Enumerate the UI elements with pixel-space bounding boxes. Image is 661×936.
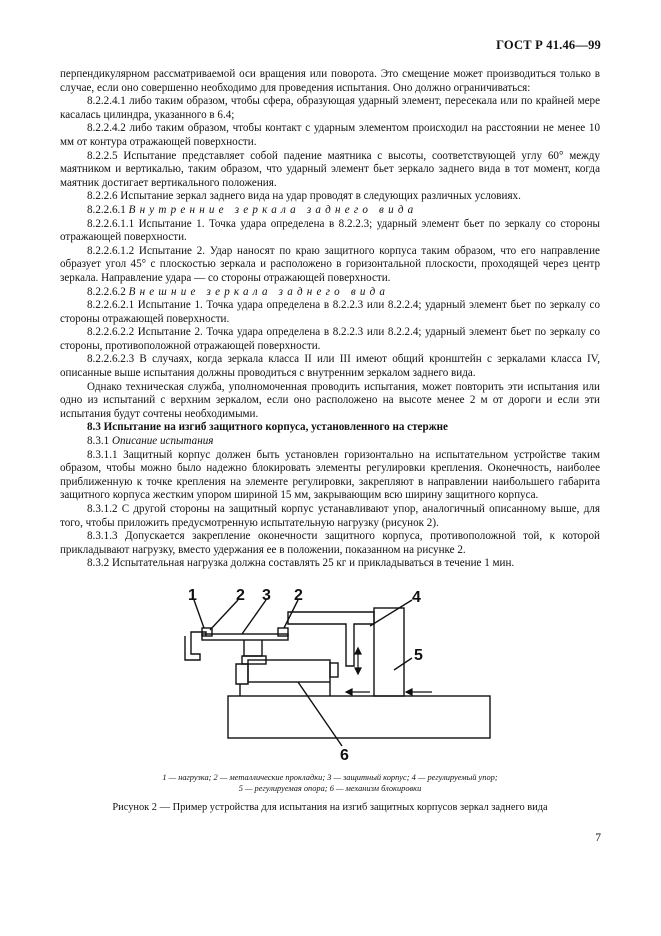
figure-label: 2 <box>294 588 303 604</box>
figure-2-test-device <box>180 588 500 766</box>
leader-line <box>210 600 238 630</box>
figure-label: 1 <box>188 588 197 604</box>
legend-number: 6 <box>329 783 334 793</box>
paragraph: 8.2.2.6.2.2 Испытание 2. Точка удара определена в 8.2.2.3 или 8.2.2.4; ударный элемент бьет по зеркалу со стороны, противоположной отражающей поверхности. <box>60 326 600 352</box>
paragraph: 8.2.2.4.1 либо таким образом, чтобы сфера, образующая ударный элемент, пересекала или по крайней мере касалась цилиндра, указанного в 6.4; <box>60 95 600 121</box>
paragraph: Однако техническая служба, уполномоченная проводить испытания, может повторить эти испытания или одно из испытаний с верхним зеркалом, если оно расположено на высоте менее 2 м от дороги и если эти испытания будут сочтены необходимыми. <box>60 380 600 420</box>
paragraph: перпендикулярном рассматриваемой оси вращения или поворота. Это смещение может производиться только в случае, если оно совершенно необходимо для проведения испытания. Оно должно ограничиваться: <box>60 68 600 94</box>
legend-text: — механизм блокировки <box>333 783 422 793</box>
paragraph: 8.2.2.6.1.1 Испытание 1. Точка удара определена в 8.2.2.3; ударный элемент бьет по зеркалу со стороны отражающей поверхности. <box>60 217 600 244</box>
metal-shim <box>278 628 288 636</box>
paragraph: 8.2.2.6.2.1 Испытание 1. Точка удара определена в 8.2.2.3 или 8.2.2.4; ударный элемент бьет по зеркалу со стороны отражающей поверхности. <box>60 299 600 325</box>
figure-label: 4 <box>412 589 421 606</box>
legend-number: 2 <box>213 773 218 782</box>
paragraph: 8.2.2.4.2 либо таким образом, чтобы контакт с ударным элементом происходил на расстоянии не менее 10 мм от контура отражающей поверхности. <box>60 122 600 148</box>
legend-number: 1 <box>162 773 167 782</box>
document-body <box>60 68 600 571</box>
leader-line <box>370 600 412 626</box>
legend-text: — защитный корпус; <box>331 773 412 782</box>
paragraph: 8.2.2.6.2.3 В случаях, когда зеркала класса II или III имеют общий кронштейн с зеркалами класса IV, описанные выше испытания должны проводиться с внутренним зеркалом заднего вида. <box>60 353 600 380</box>
subsection-heading <box>60 435 600 449</box>
clamp-jaw <box>236 664 248 684</box>
document-header: ГОСТ Р 41.46—99 <box>496 38 601 52</box>
paragraph: 8.3.1.1 Защитный корпус должен быть установлен горизонтально на испытательном устройстве таким образом, чтобы можно было надежно блокировать элементы регулировки крепления. Оконечность, наиболее приближенную к точке крепления на элементе регулировки, закрепляют в направлении наибольшего габарита защитного корпуса жестким упором шириной 15 мм, закрывающим всю ширину защитного корпуса. <box>60 448 600 502</box>
paragraph: 8.2.2.6.1.2 Испытание 2. Удар наносят по краю защитного корпуса таким образом, что его направление образует угол 45° с плоскостью зеркала и расположено в горизонтальной плоскости, проходящей через центр зеркала. Направление удара — со стороны отражающей поверхности. <box>60 244 600 284</box>
screw-knob <box>330 663 338 677</box>
figure-label: 5 <box>414 647 423 664</box>
arrow-head <box>355 668 361 674</box>
leader-line <box>194 600 204 628</box>
section-number: 8.2.2.6.2 <box>87 285 129 298</box>
legend-number: 5 <box>238 783 243 793</box>
paragraph: 8.2.2.6 Испытание зеркал заднего вида на удар проводят в следующих различных условиях. <box>87 190 521 203</box>
figure-legend <box>60 773 600 794</box>
section-number: 8.3.1 <box>87 435 112 448</box>
paragraph: 8.3.1.2 С другой стороны на защитный корпус устанавливают упор, аналогичный описанному выше, для того, чтобы приложить предусмотренную испытательную нагрузку (рисунок 2). <box>60 503 600 529</box>
figure-label: 2 <box>236 588 245 604</box>
paragraph: 8.3.1.3 Допускается закрепление оконечности защитного корпуса, противоположной той, к которой прикладывают нагрузку, вместо удержания ее в положении, показанном на рисунке 2. <box>60 530 600 556</box>
test-device-drawing <box>180 588 500 766</box>
figure-label: 6 <box>340 747 349 764</box>
paragraph: 8.3.2 Испытательная нагрузка должна составлять 25 кг и прикладываться в течение 1 мин. <box>87 557 515 570</box>
leader-line <box>394 658 412 670</box>
section-title: Описание испытания <box>111 435 214 448</box>
protective-housing <box>202 634 288 640</box>
subsection-heading <box>60 204 600 218</box>
section-number: 8.2.2.6.1 <box>87 203 129 216</box>
paragraph: 8.2.2.5 Испытание представляет собой падение маятника с высоты, соответствующей углу 60° между маятником и вертикалью, таким образом, что ударный элемент бьет зеркало заднего вида в тот момент, когда маятник достигает вертикального положения. <box>60 149 600 189</box>
legend-text: — регулируемая опора; <box>242 783 330 793</box>
arrow-head <box>355 648 361 654</box>
page-number: 7 <box>595 832 601 844</box>
figure-label: 3 <box>262 588 271 604</box>
adjustable-stop <box>288 612 374 666</box>
arrow-head <box>406 689 412 695</box>
section-title: Внешние зеркала заднего вида <box>128 285 390 298</box>
leader-line <box>242 600 266 634</box>
section-heading: 8.3 Испытание на изгиб защитного корпуса, установленного на стержне <box>87 421 448 434</box>
locking-mechanism <box>248 660 330 682</box>
legs <box>240 682 330 696</box>
base-plate <box>228 696 490 738</box>
section-title: Внутренние зеркала заднего вида <box>128 203 418 216</box>
legend-number: 4 <box>411 773 416 782</box>
legend-text: — регулируемый упор; <box>415 773 498 782</box>
legend-number: 3 <box>327 773 332 782</box>
legend-text: — металлические прокладки; <box>217 773 328 782</box>
figure-caption: Рисунок 2 — Пример устройства для испытания на изгиб защитных корпусов зеркал заднего вида <box>112 802 548 813</box>
arrow-head <box>346 689 352 695</box>
legend-text: — нагрузка; <box>166 773 214 782</box>
subsection-heading <box>60 286 600 300</box>
stem <box>244 640 262 656</box>
leader-line <box>298 682 342 746</box>
